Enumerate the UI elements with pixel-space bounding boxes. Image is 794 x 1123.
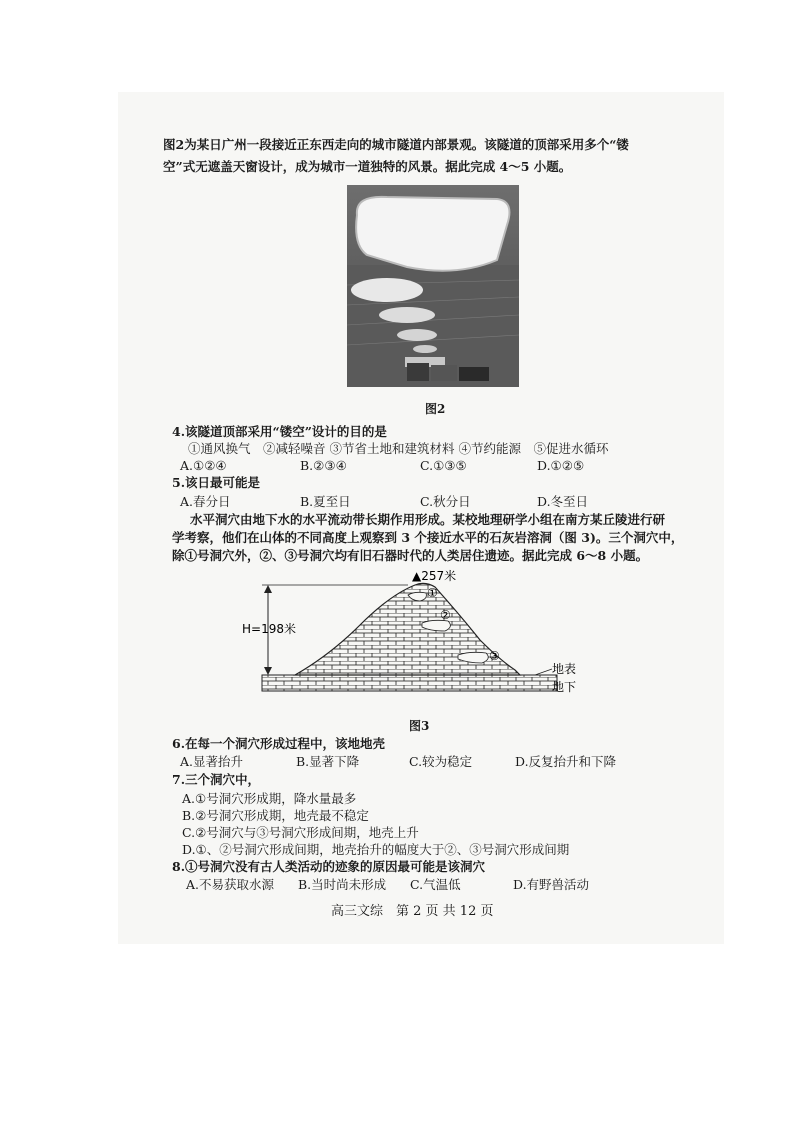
q6-stem: 6.在每一个洞穴形成过程中，该地地壳 bbox=[172, 736, 386, 751]
intro-6-8-line3: 除①号洞穴外，②、③号洞穴均有旧石器时代的人类居住遗迹。据此完成 6～8 小题。 bbox=[172, 548, 649, 563]
underground-label: 地下 bbox=[552, 680, 577, 694]
tunnel-photo bbox=[347, 185, 519, 387]
q4-option-c: C.①③⑤ bbox=[420, 458, 467, 473]
surface-pointer bbox=[535, 669, 552, 675]
cave-label-2: ② bbox=[440, 608, 451, 622]
intro-4-5-line2: 空”式无遮盖天窗设计，成为城市一道独特的风景。据此完成 4～5 小题。 bbox=[163, 159, 572, 174]
q5-option-d: D.冬至日 bbox=[537, 494, 589, 509]
cave-diagram bbox=[240, 565, 590, 715]
intro-6-8-line2: 学考察，他们在山体的不同高度上观察到 3 个接近水平的石灰岩溶洞（图 3)。三个洞穴中， bbox=[172, 530, 684, 545]
q4-stem: 4.该隧道顶部采用“镂空”设计的目的是 bbox=[172, 424, 387, 439]
q6-option-a: A.显著抬升 bbox=[180, 754, 244, 769]
q5-option-c: C.秋分日 bbox=[420, 494, 471, 509]
fig2-caption: 图2 bbox=[425, 402, 446, 416]
surface-label: 地表 bbox=[552, 662, 577, 676]
q7-option-a: A.①号洞穴形成期，降水量最多 bbox=[182, 791, 357, 806]
q7-stem: 7.三个洞穴中， bbox=[172, 772, 261, 787]
q7-option-c: C.②号洞穴与③号洞穴形成间期，地壳上升 bbox=[182, 825, 419, 840]
q5-option-b: B.夏至日 bbox=[300, 494, 351, 509]
q4-items: ①通风换气 ②减轻噪音 ③节省土地和建筑材料 ④节约能源 ⑤促进水循环 bbox=[188, 441, 609, 456]
height-arrow-top bbox=[264, 585, 272, 593]
peak-label: ▲257米 bbox=[412, 569, 457, 583]
q8-stem: 8.①号洞穴没有古人类活动的迹象的原因最可能是该洞穴 bbox=[172, 859, 486, 874]
cave-label-1: ① bbox=[427, 586, 438, 600]
q4-option-d: D.①②⑤ bbox=[537, 458, 585, 473]
height-arrow-bottom bbox=[264, 667, 272, 675]
q6-option-b: B.显著下降 bbox=[296, 754, 360, 769]
q5-option-a: A.春分日 bbox=[180, 494, 231, 509]
q6-option-c: C.较为稳定 bbox=[409, 754, 473, 769]
q8-option-c: C.气温低 bbox=[410, 877, 461, 892]
mountain-body bbox=[295, 583, 520, 675]
q7-option-d: D.①、②号洞穴形成间期，地壳抬升的幅度大于②、③号洞穴形成间期 bbox=[182, 842, 570, 857]
q8-option-d: D.有野兽活动 bbox=[513, 877, 590, 892]
q8-option-a: A.不易获取水源 bbox=[186, 877, 275, 892]
height-label: H=198米 bbox=[242, 622, 296, 636]
ground-layer bbox=[262, 675, 557, 691]
q4-option-b: B.②③④ bbox=[300, 458, 347, 473]
page-footer: 高三文综 第 2 页 共 12 页 bbox=[331, 904, 494, 919]
q6-option-d: D.反复抬升和下降 bbox=[515, 754, 617, 769]
q5-stem: 5.该日最可能是 bbox=[172, 475, 261, 490]
q8-option-b: B.当时尚未形成 bbox=[298, 877, 387, 892]
fig3-caption: 图3 bbox=[409, 719, 430, 733]
intro-4-5-line1: 图2为某日广州一段接近正东西走向的城市隧道内部景观。该隧道的顶部采用多个“镂 bbox=[163, 137, 629, 152]
q7-option-b: B.②号洞穴形成期，地壳最不稳定 bbox=[182, 808, 369, 823]
cave-label-3: ③ bbox=[489, 649, 500, 663]
intro-6-8-line1: 水平洞穴由地下水的水平流动带长期作用形成。某校地理研学小组在南方某丘陵进行研 bbox=[190, 512, 666, 527]
q4-option-a: A.①②④ bbox=[180, 458, 227, 473]
